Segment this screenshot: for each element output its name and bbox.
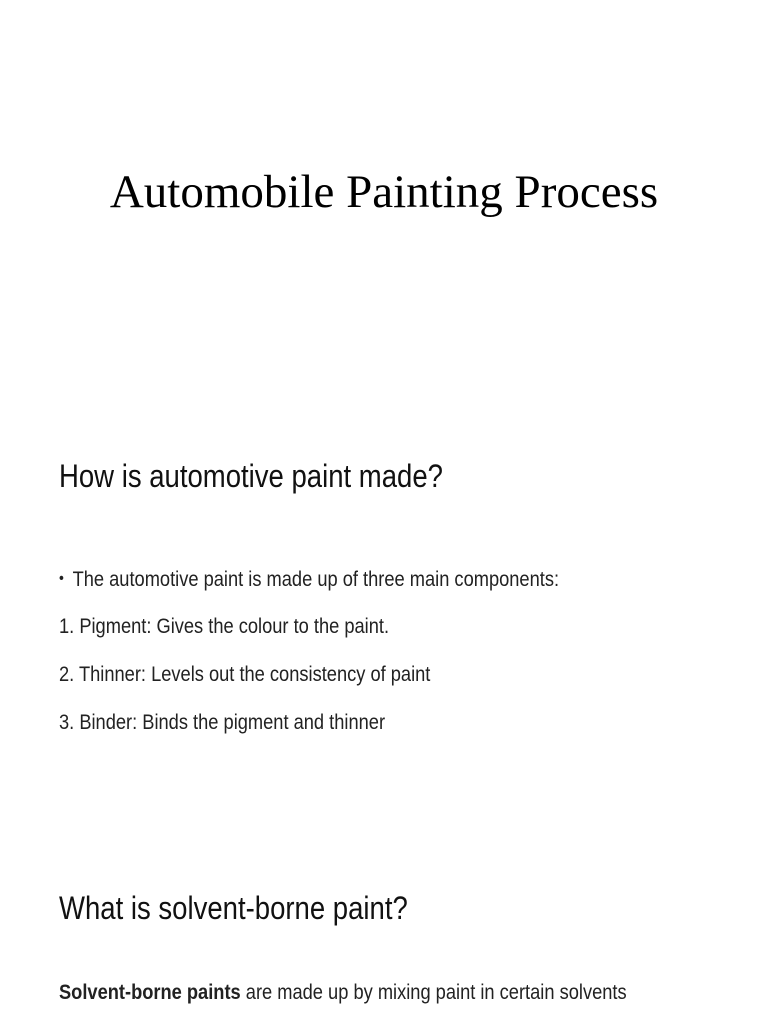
bullet-icon: •: [59, 570, 64, 587]
list-item-thinner: 2. Thinner: Levels out the consistency of paint: [59, 663, 431, 686]
list-item-pigment: 1. Pigment: Gives the colour to the paint.: [59, 615, 390, 638]
bullet-item: [59, 565, 559, 594]
section-heading-paint-made: How is automotive paint made?: [59, 458, 443, 494]
section-heading-solvent-borne: What is solvent-borne paint?: [59, 890, 408, 926]
solvent-borne-paragraph: [59, 979, 627, 1007]
document-title: Automobile Painting Process: [109, 166, 659, 218]
solvent-borne-definition: are made up by mixing paint in certain solvents: [240, 981, 627, 1004]
solvent-borne-term: Solvent-borne paints: [59, 981, 241, 1004]
list-item-binder: 3. Binder: Binds the pigment and thinner: [59, 711, 386, 734]
bullet-text: The automotive paint is made up of three main components:: [72, 568, 560, 591]
